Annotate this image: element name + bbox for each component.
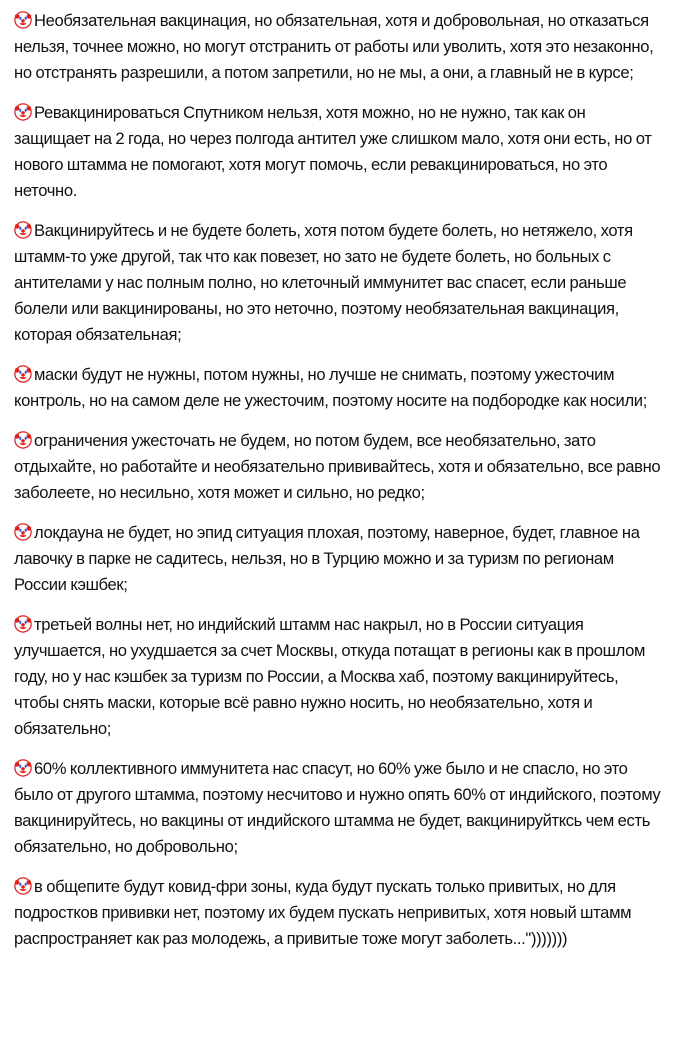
paragraph — [14, 874, 661, 952]
paragraph-text: локдауна не будет, но эпид ситуация плохая, поэтому, наверное, будет, главное на лавочку в парке не садитесь, нельзя, но в Турцию можно и за туризм по регионам России кэшбек; — [14, 523, 640, 594]
paragraph-text: в общепите будут ковид-фри зоны, куда будут пускать только привитых, но для подростков прививки нет, поэтому их будем пускать непривитых, хотя новый штамм распространяет как раз молодежь, а привитые тоже могут заболеть..."))))))) — [14, 877, 632, 948]
paragraph — [14, 362, 661, 414]
clown-face-icon — [14, 221, 32, 239]
paragraph-text: 60% коллективного иммунитета нас спасут, но 60% уже было и не спасло, но это было от другого штамма, поэтому несчитово и нужно опять 60% от индийского, поэтому вакцинируйтесь, но вакцины от индийского штамма не будет, вакцинируйткcь чем есть обязательно, но добровольно; — [14, 759, 661, 856]
clown-face-icon — [14, 877, 32, 895]
paragraph-text: Вакцинируйтесь и не будете болеть, хотя потом будете болеть, но нетяжело, хотя штамм-то уже другой, так что как повезет, но зато не будете болеть, но больных с антителами у нас полным полно, но клеточный иммунитет вас спасет, если раньше болели или вакцинированы, но это неточно, поэтому необязательная вакцинация, которая обязательная; — [14, 221, 633, 344]
paragraph — [14, 218, 661, 348]
clown-face-icon — [14, 365, 32, 383]
paragraph — [14, 520, 661, 598]
clown-face-icon — [14, 431, 32, 449]
paragraph-text: Необязательная вакцинация, но обязательная, хотя и добровольная, но отказаться нельзя, точнее можно, но могут отстранить от работы или уволить, хотя это незаконно, но отстранять разрешили, а потом запретили, но не мы, а они, а главный не в курсе; — [14, 11, 654, 82]
paragraph-text: ограничения ужесточать не будем, но потом будем, все необязательно, зато отдыхайте, но работайте и необязательно прививайтесь, хотя и обязательно, все равно заболеете, но несильно, хотя может и сильно, но редко; — [14, 431, 661, 502]
clown-face-icon — [14, 523, 32, 541]
clown-face-icon — [14, 11, 32, 29]
paragraph — [14, 612, 661, 742]
paragraph-text: Ревакцинироваться Спутником нельзя, хотя можно, но не нужно, так как он защищает на 2 года, но через полгода антител уже слишком мало, хотя они есть, но от нового штамма не помогают, хотя могут помочь, если ревакцинироваться, но это неточно. — [14, 103, 652, 200]
clown-face-icon — [14, 103, 32, 121]
paragraph-text: маски будут не нужны, потом нужны, но лучше не снимать, поэтому ужесточим контроль, но на самом деле не ужесточим, поэтому носите на подбородке как носили; — [14, 365, 647, 410]
paragraph — [14, 8, 661, 86]
paragraph — [14, 756, 661, 860]
clown-face-icon — [14, 615, 32, 633]
clown-face-icon — [14, 759, 32, 777]
paragraph-text: третьей волны нет, но индийский штамм нас накрыл, но в России ситуация улучшается, но ухудшается за счет Москвы, откуда потащат в регионы как в прошлом году, но у нас кэшбек за туризм по России, а Москва хаб, поэтому вакцинируйтесь, чтобы снять маски, которые всё равно нужно носить, но необязательно, хотя и обязательно; — [14, 615, 646, 738]
paragraph — [14, 100, 661, 204]
paragraph — [14, 428, 661, 506]
